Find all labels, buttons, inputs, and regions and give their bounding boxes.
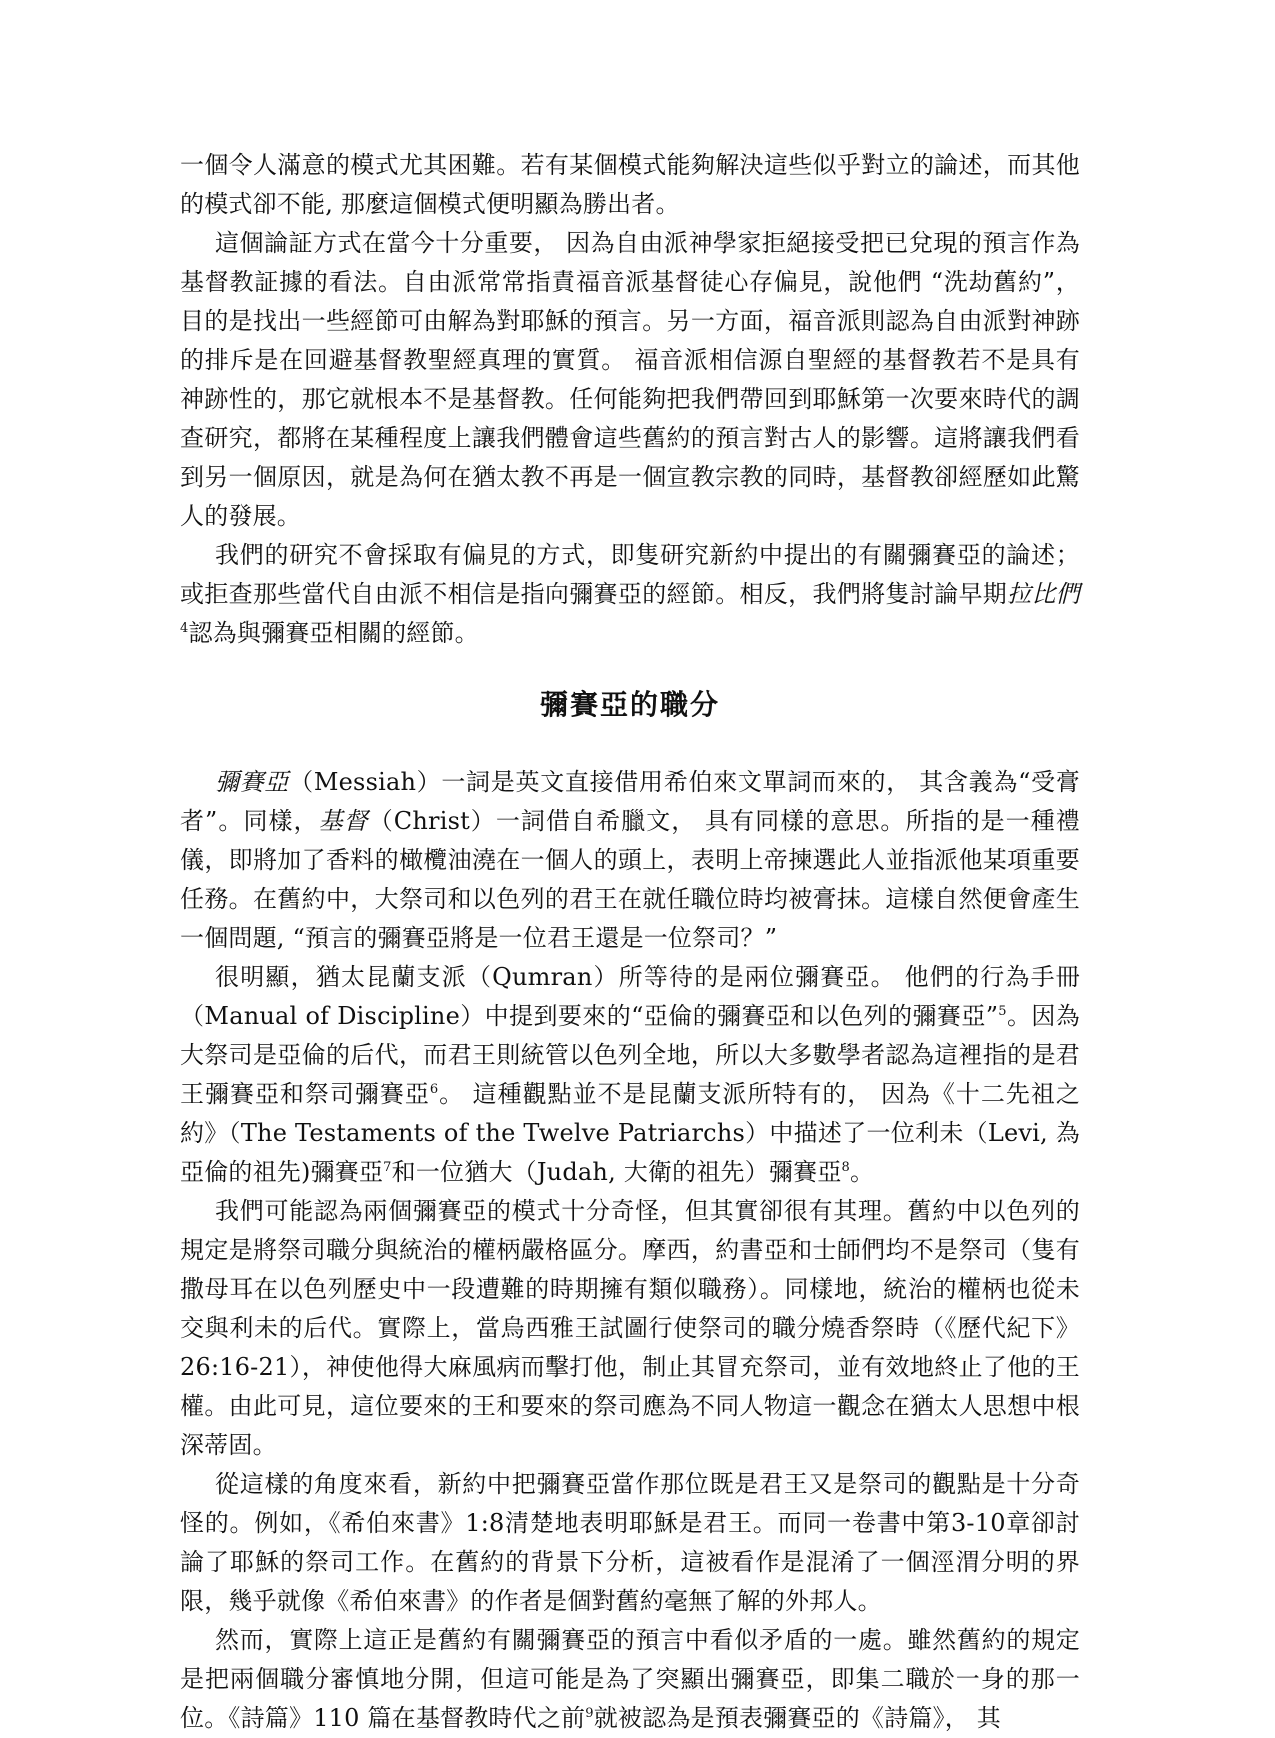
footnote-ref-7: 7: [383, 1160, 392, 1175]
christ-term: 基督: [318, 807, 369, 835]
section-paragraph-4: [180, 1465, 1080, 1621]
section-p5-text-b: 就被認為是預表彌賽亞的《詩篇》， 其: [593, 1704, 1001, 1732]
intro-paragraph-3: [180, 536, 1080, 653]
footnote-ref-5: 5: [998, 1004, 1007, 1019]
footnote-ref-8: 8: [841, 1160, 851, 1175]
rabbis-term: 拉比們: [1007, 580, 1080, 608]
section-p2-text-d: 和一位猶大（Judah, 大衛的祖先）彌賽亞: [391, 1158, 842, 1186]
section-p1-text-a: （Messiah）一詞是英文直接借用希伯來文單詞而來的， 其含義為“受膏者”。同樣，: [180, 768, 1081, 835]
section-p3-text: 我們可能認為兩個彌賽亞的模式十分奇怪，但其實卻很有其理。舊約中以色列的規定是將祭司職分與統治的權柄嚴格區分。摩西，約書亞和士師們均不是祭司（隻有撒母耳在以色列歷史中一段遭難的時期擁有類似職務）。同樣地，統治的權柄也從未交與利未的后代。實際上，當烏西雅王試圖行使祭司的職分燒香祭時（《歷代紀下》26:16-21），神使他得大麻風病而擊打他，制止其冒充祭司，並有效地終止了他的王權。由此可見，這位要來的王和要來的祭司應為不同人物這一觀念在猶太人思想中根深蒂固。: [180, 1197, 1080, 1459]
footnote-ref-9: 9: [585, 1706, 594, 1721]
section-paragraph-3: [180, 1192, 1080, 1465]
intro-p3-text-a: 我們的研究不會採取有偏見的方式，即隻研究新約中提出的有關彌賽亞的論述；或拒查那些當代自由派不相信是指向彌賽亞的經節。相反，我們將隻討論早期: [180, 541, 1080, 608]
intro-p3-text-b: 認為與彌賽亞相關的經節。: [188, 619, 479, 647]
footnote-ref-6: 6: [429, 1082, 439, 1097]
section-heading: 彌賽亞的職分: [539, 688, 720, 721]
section-paragraph-2: [180, 958, 1080, 1192]
section-p1-text-b: （Christ）一詞借自希臘文， 具有同樣的意思。所指的是一種禮儀，即將加了香料的橄欖油澆在一個人的頭上，表明上帝揀選此人並指派他某項重要任務。在舊約中，大祭司和以色列的君王在就任職位時均被膏抹。這樣自然便會產生一個問題, “預言的彌賽亞將是一位君王還是一位祭司？”: [180, 807, 1080, 952]
intro-p1-text: 一個令人滿意的模式尤其困難。若有某個模式能夠解決這些似乎對立的論述，而其他的模式卻不能, 那麼這個模式便明顯為勝出者。: [180, 151, 1080, 218]
section-p4-text: 從這樣的角度來看，新約中把彌賽亞當作那位既是君王又是祭司的觀點是十分奇怪的。例如，《希伯來書》1:8清楚地表明耶穌是君王。而同一卷書中第3-10章卻討論了耶穌的祭司工作。在舊約的背景下分析，這被看作是混淆了一個涇渭分明的界限，幾乎就像《希伯來書》的作者是個對舊約毫無了解的外邦人。: [180, 1470, 1080, 1615]
section-paragraph-5: [180, 1621, 1080, 1738]
intro-paragraph-2: [180, 224, 1080, 536]
section-p2-text-b: 。因為大祭司是亞倫的后代，而君王則統管以色列全地，所以大多數學者認為這裡指的是君王彌賽亞和祭司彌賽亞: [180, 1002, 1080, 1108]
section-p2-text-a: 很明顯，猶太昆蘭支派（Qumran）所等待的是兩位彌賽亞。 他們的行為手冊（Manual of Discipline）中提到要來的“亞倫的彌賽亞和以色列的彌賽亞”: [180, 963, 1080, 1030]
section-p2-text-c: 。 這種觀點並不是昆蘭支派所特有的， 因為《十二先祖之約》（The Testaments of the Twelve Patriarchs）中描述了一位利未（Levi, 為亞倫的祖先)彌賽亞: [180, 1080, 1081, 1186]
document-page: [180, 146, 1080, 1738]
section-p5-text-a: 然而，實際上這正是舊約有關彌賽亞的預言中看似矛盾的一處。雖然舊約的規定是把兩個職分審慎地分開，但這可能是為了突顯出彌賽亞，即集二職於一身的那一位。《詩篇》110 篇在基督教時代之前: [180, 1626, 1080, 1732]
section-p2-text-e: 。: [850, 1158, 875, 1186]
messiah-term: 彌賽亞: [215, 768, 290, 796]
intro-paragraph-1: [180, 146, 1080, 224]
footnote-ref-4: 4: [180, 621, 189, 636]
section-paragraph-1: [180, 763, 1080, 958]
intro-p2-text: 這個論証方式在當今十分重要， 因為自由派神學家拒絕接受把已兌現的預言作為基督教証據的看法。自由派常常指責福音派基督徒心存偏見，說他們 “洗劫舊約”，目的是找出一些經節可由解為對耶穌的預言。另一方面，福音派則認為自由派對神跡的排斥是在回避基督教聖經真理的實質。 福音派相信源自聖經的基督教若不是具有神跡性的，那它就根本不是基督教。任何能夠把我們帶回到耶穌第一次要來時代的調查研究，都將在某種程度上讓我們體會這些舊約的預言對古人的影響。這將讓我們看到另一個原因，就是為何在猶太教不再是一個宣教宗教的同時，基督教卻經歷如此驚人的發展。: [180, 229, 1080, 530]
